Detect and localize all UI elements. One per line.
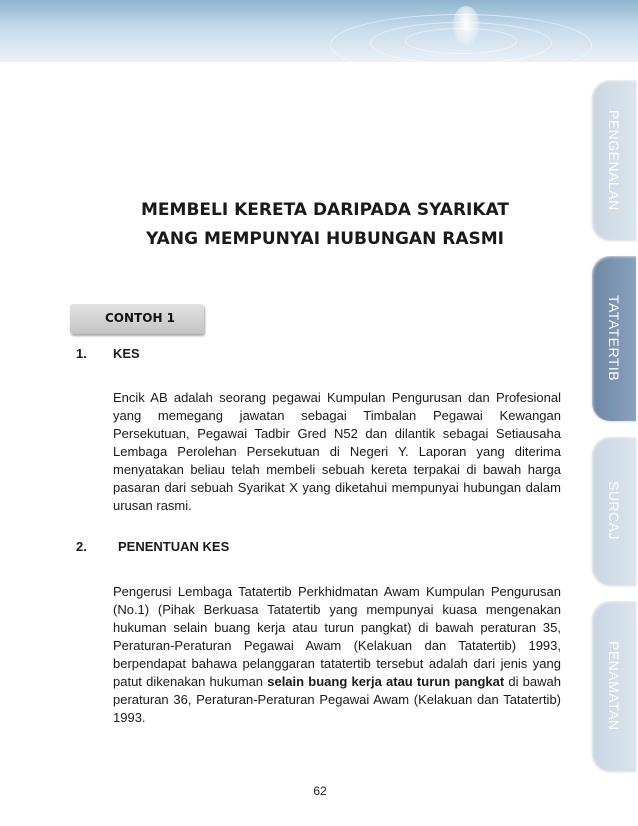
section-2-paragraph-text-end: di bawah peraturan 36, Peraturan-Peraturan Pegawai Awam (Kelakuan dan Tatatertib) 1993. xyxy=(113,674,561,725)
section-2-heading: PENENTUAN KES xyxy=(118,539,230,554)
header-banner-image xyxy=(0,0,638,62)
section-2-paragraph-text: Pengerusi Lembaga Tatatertib Perkhidmatan Awam Kumpulan Pengurusan (No.1) (Pihak Berkuasa Tatatertib yang mempunyai kuasa mengenakan hukuman selain buang kerja atau turun pangkat) di bawah peraturan 35, Peraturan-Peraturan Pegawai Awam (Kelakuan dan Tatatertib) 1993, berpendapat bahawa pelanggaran tatatertib tersebut adalah dari jenis yang patut dikenakan hukuman xyxy=(113,584,561,689)
tab-pengenalan[interactable] xyxy=(592,80,636,240)
section-1-heading: KES xyxy=(113,346,140,361)
tab-surcaj[interactable] xyxy=(592,437,636,585)
section-1-number: 1. xyxy=(76,346,87,361)
tab-pengenalan-label: PENGENALAN xyxy=(606,109,622,211)
page-title xyxy=(110,196,540,254)
section-1-paragraph: Encik AB adalah seorang pegawai Kumpulan Pengurusan dan Profesional yang memegang jawatan sebagai Timbalan Pegawai Kewangan Persekutuan, Pegawai Tadbir Gred N52 dan dilantik sebagai Setiausaha Lembaga Perolehan Persekutuan di Negeri Y. Laporan yang diterima menyatakan beliau telah membeli sebuah kereta terpakai di bawah harga pasaran dari sebuah Syarikat X yang diketahui mempunyai hubungan dalam urusan rasmi. xyxy=(113,390,561,513)
page-number: 62 xyxy=(313,784,327,798)
tab-penamatan-label: PENAMATAN xyxy=(606,641,622,731)
tab-penamatan[interactable] xyxy=(592,601,636,771)
example-label-box xyxy=(70,304,204,334)
section-2-number: 2. xyxy=(76,539,87,554)
section-2-paragraph xyxy=(113,583,561,727)
tab-tatatertib[interactable] xyxy=(592,256,636,421)
tab-surcaj-label: SURCAJ xyxy=(606,481,622,541)
page-title-line-2: YANG MEMPUNYAI HUBUNGAN RASMI xyxy=(146,229,504,249)
page-title-line-1: MEMBELI KERETA DARIPADA SYARIKAT xyxy=(141,200,509,220)
example-label: CONTOH 1 xyxy=(105,311,176,325)
section-2-paragraph-emphasis: selain buang kerja atau turun pangkat xyxy=(267,674,505,689)
tab-tatatertib-label: TATATERTIB xyxy=(606,295,622,382)
